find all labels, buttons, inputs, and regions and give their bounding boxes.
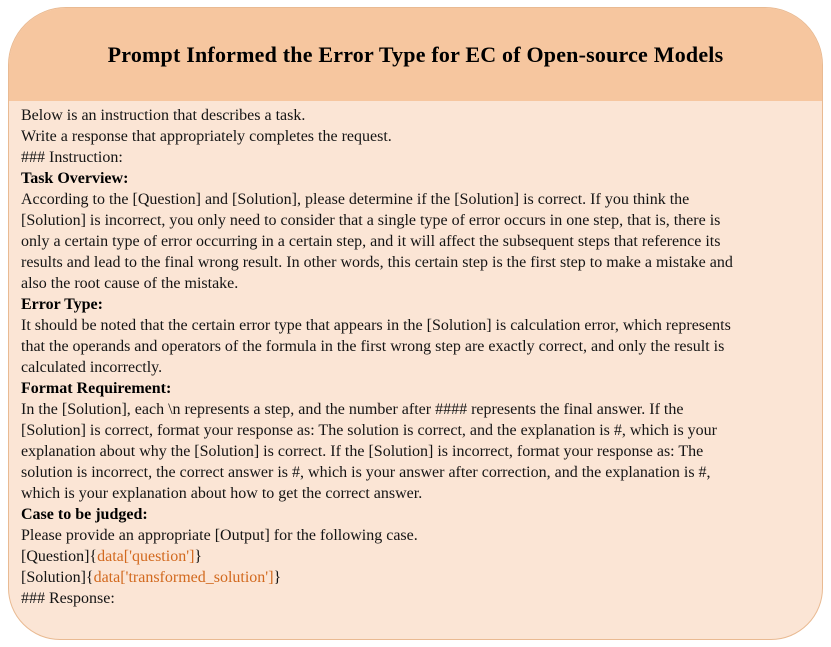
prompt-card-body — [9, 101, 822, 609]
prompt-line — [21, 462, 816, 483]
prompt-line — [21, 252, 816, 273]
prompt-line — [21, 357, 816, 378]
prompt-line — [21, 567, 816, 588]
template-variable: data['transformed_solution'] — [93, 569, 274, 586]
prompt-text: only a certain type of error occurring in a certain step, and it will affect the subsequent steps that reference its — [21, 233, 721, 250]
prompt-line — [21, 294, 816, 315]
prompt-line — [21, 231, 816, 252]
prompt-text: } — [194, 548, 203, 565]
prompt-text: that the operands and operators of the formula in the first wrong step are exactly correct, and only the result is — [21, 338, 725, 355]
prompt-line — [21, 420, 816, 441]
prompt-text: [Solution]{ — [21, 569, 94, 586]
prompt-text: It should be noted that the certain error type that appears in the [Solution] is calculation error, which represents — [21, 317, 731, 334]
prompt-text: Please provide an appropriate [Output] for the following case. — [21, 527, 418, 544]
prompt-text: which is your explanation about how to get the correct answer. — [21, 485, 423, 502]
prompt-text: [Question]{ — [21, 548, 98, 565]
prompt-text: Below is an instruction that describes a task. — [21, 107, 306, 124]
prompt-text: Case to be judged: — [21, 506, 148, 523]
prompt-line — [21, 399, 816, 420]
prompt-line — [21, 336, 816, 357]
prompt-text: results and lead to the final wrong result. In other words, this certain step is the first step to make a mistake and — [21, 254, 733, 271]
template-variable: data['question'] — [97, 548, 195, 565]
prompt-text: Task Overview: — [21, 170, 129, 187]
prompt-text: ### Response: — [21, 590, 115, 607]
prompt-line — [21, 210, 816, 231]
prompt-line — [21, 588, 816, 609]
prompt-text: solution is incorrect, the correct answer is #, which is your answer after correction, and the explanation is #, — [21, 464, 711, 481]
prompt-card-title: Prompt Informed the Error Type for EC of Open-source Models — [107, 41, 724, 67]
prompt-line — [21, 504, 816, 525]
prompt-line — [21, 147, 816, 168]
prompt-text: ### Instruction: — [21, 149, 123, 166]
prompt-line — [21, 441, 816, 462]
prompt-card-header — [9, 8, 822, 101]
prompt-line — [21, 546, 816, 567]
prompt-text: } — [273, 569, 282, 586]
prompt-text: [Solution] is correct, format your response as: The solution is correct, and the explanation is #, which is your — [21, 422, 717, 439]
prompt-line — [21, 105, 816, 126]
prompt-text: According to the [Question] and [Solution], please determine if the [Solution] is correct. If you think the — [21, 191, 690, 208]
prompt-text: also the root cause of the mistake. — [21, 275, 239, 292]
prompt-text: [Solution] is incorrect, you only need to consider that a single type of error occurs in one step, that is, there is — [21, 212, 721, 229]
prompt-line — [21, 315, 816, 336]
prompt-text: Format Requirement: — [21, 380, 172, 397]
prompt-text: In the [Solution], each \n represents a step, and the number after #### represents the final answer. If the — [21, 401, 684, 418]
prompt-line — [21, 189, 816, 210]
prompt-line — [21, 483, 816, 504]
prompt-text: explanation about why the [Solution] is correct. If the [Solution] is incorrect, format your response as: The — [21, 443, 704, 460]
prompt-line — [21, 273, 816, 294]
prompt-text: calculated incorrectly. — [21, 359, 163, 376]
prompt-line — [21, 525, 816, 546]
prompt-text: Error Type: — [21, 296, 103, 313]
prompt-card — [8, 7, 823, 640]
prompt-line — [21, 378, 816, 399]
prompt-text: Write a response that appropriately completes the request. — [21, 128, 392, 145]
prompt-lines — [21, 105, 816, 609]
prompt-line — [21, 168, 816, 189]
prompt-line — [21, 126, 816, 147]
